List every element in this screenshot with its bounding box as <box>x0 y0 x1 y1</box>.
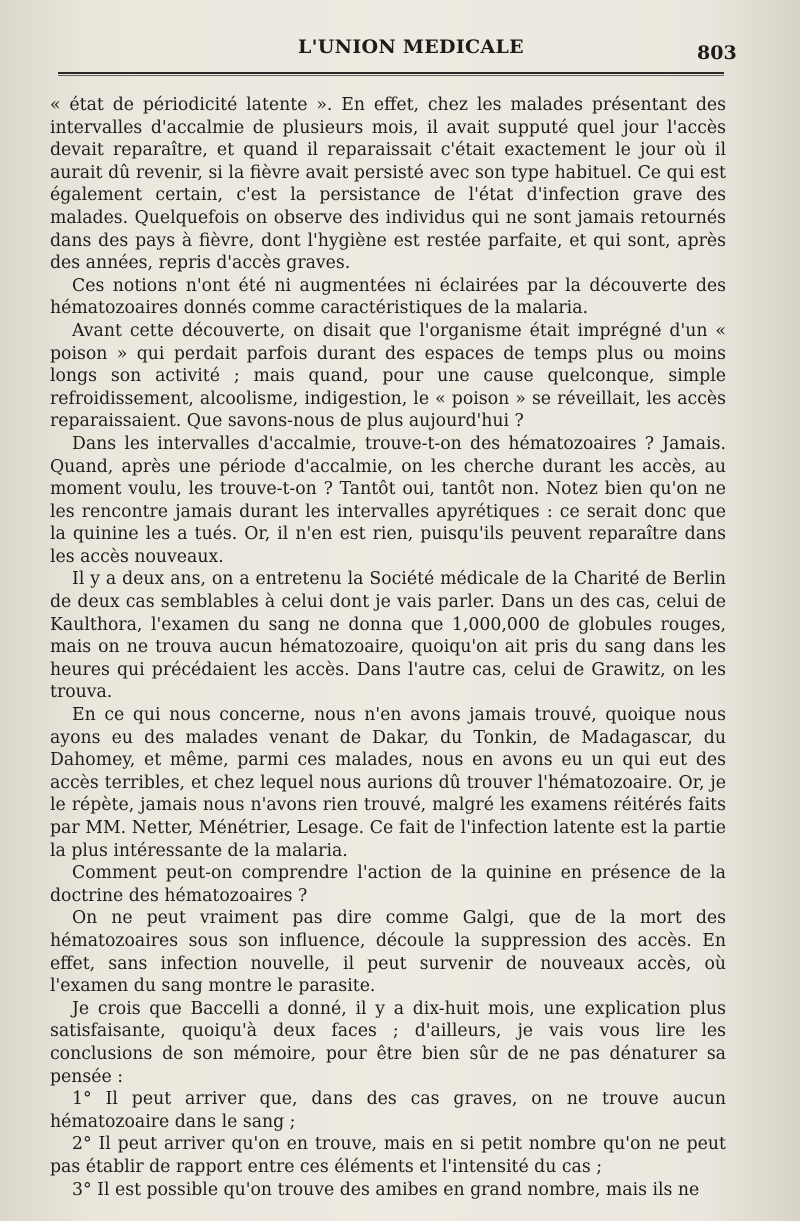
paragraph: On ne peut vraiment pas dire comme Galgi, que de la mort des hématozoaires sous son influence, découle la suppression des accès. En effet, sans infection nouvelle, il peut survenir de nouveaux accès, où l'examen du sang montre le parasite. <box>50 908 726 997</box>
list-item: 3° Il est possible qu'on trouve des amibes en grand nombre, mais ils ne <box>72 1179 700 1200</box>
page-number: 803 <box>697 42 737 64</box>
page-header <box>0 36 800 66</box>
header-rule <box>58 72 724 74</box>
running-title: L'UNION MEDICALE <box>298 36 524 58</box>
paragraph: Dans les intervalles d'accalmie, trouve-t-on des hématozoaires ? Jamais. Quand, après une période d'accalmie, on les cherche durant les accès, au moment voulu, les trouve-t-on ? Tantôt oui, tantôt non. Notez bien qu'on ne les rencontre jamais durant les intervalles apyrétiques : ce serait donc que la quinine les a tués. Or, il n'en est rien, puisqu'ils peuvent reparaître dans les accès nouveaux. <box>50 433 726 567</box>
paragraph: Il y a deux ans, on a entretenu la Société médicale de la Charité de Berlin de deux cas semblables à celui dont je vais parler. Dans un des cas, celui de Kaulthora, l'examen du sang ne donna que 1,000,000 de globules rouges, mais on ne trouva aucun hématozoaire, quoiqu'on ait pris du sang dans les heures qui précédaient les accès. Dans l'autre cas, celui de Grawitz, on les trouva. <box>50 569 726 703</box>
body-text <box>50 94 726 1201</box>
paragraph: Avant cette découverte, on disait que l'organisme était imprégné d'un « poison » qui perdait parfois durant des espaces de temps plus ou moins longs son activité ; mais quand, pour une cause quelconque, simple refroidissement, alcoolisme, indigestion, le « poison » se réveillait, les accès reparaissaient. Que savons-nous de plus aujourd'hui ? <box>50 320 726 432</box>
paragraph: « état de périodicité latente ». En effet, chez les malades présentant des intervalles d'accalmie de plusieurs mois, il avait supputé quel jour l'accès devait reparaître, et quand il reparaissait c'était exactement le jour où il aurait dû revenir, si la fièvre avait persisté avec son type habituel. Ce qui est également certain, c'est la persistance de l'état d'infection grave des malades. Quelquefois on observe des individus qui ne sont jamais retournés dans des pays à fièvre, dont l'hygiène est restée parfaite, et qui sont, après des années, repris d'accès graves. <box>50 95 726 274</box>
paragraph: Je crois que Baccelli a donné, il y a dix-huit mois, une explication plus satisfaisante, quoiqu'à deux faces ; d'ailleurs, je vais vous lire les conclusions de son mémoire, pour être bien sûr de ne pas dénaturer sa pensée : <box>50 998 726 1087</box>
list-item: 1° Il peut arriver que, dans des cas graves, on ne trouve aucun hématozoaire dans le sang ; <box>50 1089 726 1132</box>
paragraph: Ces notions n'ont été ni augmentées ni éclairées par la découverte des hématozoaires donnés comme caractéristiques de la malaria. <box>50 275 726 319</box>
paragraph: En ce qui nous concerne, nous n'en avons jamais trouvé, quoique nous ayons eu des malades venant de Dakar, du Tonkin, de Madagascar, du Dahomey, et même, parmi ces malades, nous en avons eu un qui eut des accès terribles, et chez lequel nous aurions dû trouver l'hématozoaire. Or, je le répète, jamais nous n'avons rien trouvé, malgré les examens réitérés faits par MM. Netter, Ménétrier, Lesage. Ce fait de l'infection latente est la partie la plus intéressante de la malaria. <box>50 705 726 861</box>
paragraph: Comment peut-on comprendre l'action de la quinine en présence de la doctrine des hématozoaires ? <box>50 863 726 906</box>
list-item: 2° Il peut arriver qu'on en trouve, mais en si petit nombre qu'on ne peut pas établir de rapport entre ces éléments et l'intensité du cas ; <box>50 1134 726 1177</box>
